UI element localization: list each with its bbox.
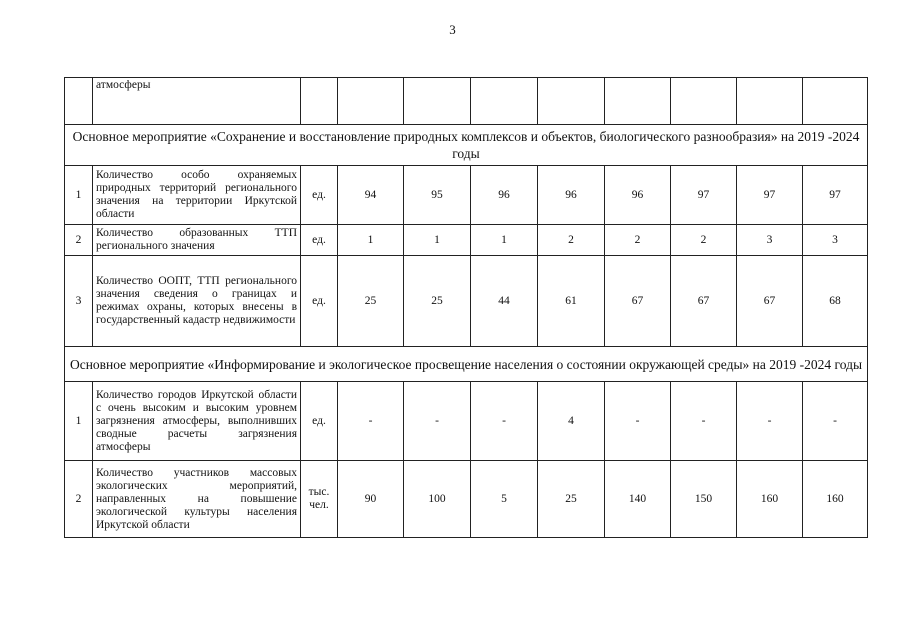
table-row [65, 225, 868, 256]
row-number-cell: 1 [65, 382, 93, 461]
value-cell: 25 [338, 256, 404, 347]
value-cell: 97 [803, 166, 868, 225]
value-cell: 68 [803, 256, 868, 347]
value-cell: 3 [737, 225, 803, 256]
unit-cell: тыс. чел. [301, 461, 338, 538]
table-row [65, 166, 868, 225]
value-cell: 160 [737, 461, 803, 538]
table-row-continuation [65, 78, 868, 125]
value-cell: 25 [404, 256, 471, 347]
value-cell: - [737, 382, 803, 461]
indicator-name-cell: Количество городов Иркутской области с очень высоким и высоким уровнем загрязнения атмосферы, выполнивших сводные расчеты загрязнения атмосферы [93, 382, 301, 461]
value-cell: 2 [671, 225, 737, 256]
value-cell: 96 [471, 166, 538, 225]
value-cell: 67 [605, 256, 671, 347]
value-cell: 67 [671, 256, 737, 347]
unit-cell: ед. [301, 166, 338, 225]
value-cell: - [404, 382, 471, 461]
section-title: Основное мероприятие «Сохранение и восстановление природных комплексов и объектов, биологического разнообразия» на 2019 -2024 годы [65, 125, 868, 166]
indicator-name-cell: атмосферы [93, 78, 301, 125]
value-cell: 1 [404, 225, 471, 256]
value-cell: - [605, 382, 671, 461]
indicator-name-cell: Количество участников массовых экологических мероприятий, направленных на повышение экологической культуры населения Иркутской области [93, 461, 301, 538]
value-cell [404, 78, 471, 125]
indicator-name-cell: Количество ООПТ, ТТП регионального значения сведения о границах и режимах охраны, которых внесены в государственный кадастр недвижимости [93, 256, 301, 347]
value-cell: - [338, 382, 404, 461]
value-cell: 67 [737, 256, 803, 347]
indicators-table [64, 77, 868, 538]
table-row [65, 382, 868, 461]
section-header-row [65, 125, 868, 166]
unit-cell: ед. [301, 256, 338, 347]
value-cell: 2 [538, 225, 605, 256]
unit-cell: ед. [301, 225, 338, 256]
value-cell [605, 78, 671, 125]
value-cell: 95 [404, 166, 471, 225]
value-cell: 97 [671, 166, 737, 225]
value-cell: 4 [538, 382, 605, 461]
section-title: Основное мероприятие «Информирование и экологическое просвещение населения о состоянии окружающей среды» на 2019 -2024 годы [65, 347, 868, 382]
value-cell: 150 [671, 461, 737, 538]
row-number-cell [65, 78, 93, 125]
value-cell: 5 [471, 461, 538, 538]
row-number-cell: 2 [65, 461, 93, 538]
value-cell: 160 [803, 461, 868, 538]
value-cell: 94 [338, 166, 404, 225]
page-number: 3 [449, 22, 456, 37]
value-cell: 44 [471, 256, 538, 347]
unit-cell [301, 78, 338, 125]
indicator-name-cell: Количество образованных ТТП регионального значения [93, 225, 301, 256]
unit-cell: ед. [301, 382, 338, 461]
value-cell: 61 [538, 256, 605, 347]
value-cell: - [471, 382, 538, 461]
row-number-cell: 3 [65, 256, 93, 347]
value-cell: 96 [538, 166, 605, 225]
value-cell [737, 78, 803, 125]
value-cell: 100 [404, 461, 471, 538]
value-cell [538, 78, 605, 125]
value-cell: 96 [605, 166, 671, 225]
value-cell: 1 [471, 225, 538, 256]
value-cell: 2 [605, 225, 671, 256]
value-cell: 3 [803, 225, 868, 256]
table-row [65, 256, 868, 347]
row-number-cell: 2 [65, 225, 93, 256]
value-cell: - [671, 382, 737, 461]
value-cell [338, 78, 404, 125]
section-header-row [65, 347, 868, 382]
value-cell: 1 [338, 225, 404, 256]
value-cell: - [803, 382, 868, 461]
indicator-name-cell: Количество особо охраняемых природных территорий регионального значения на территории Иркутской области [93, 166, 301, 225]
value-cell [471, 78, 538, 125]
table-row [65, 461, 868, 538]
value-cell: 25 [538, 461, 605, 538]
value-cell: 90 [338, 461, 404, 538]
value-cell [803, 78, 868, 125]
value-cell: 97 [737, 166, 803, 225]
row-number-cell: 1 [65, 166, 93, 225]
value-cell: 140 [605, 461, 671, 538]
value-cell [671, 78, 737, 125]
